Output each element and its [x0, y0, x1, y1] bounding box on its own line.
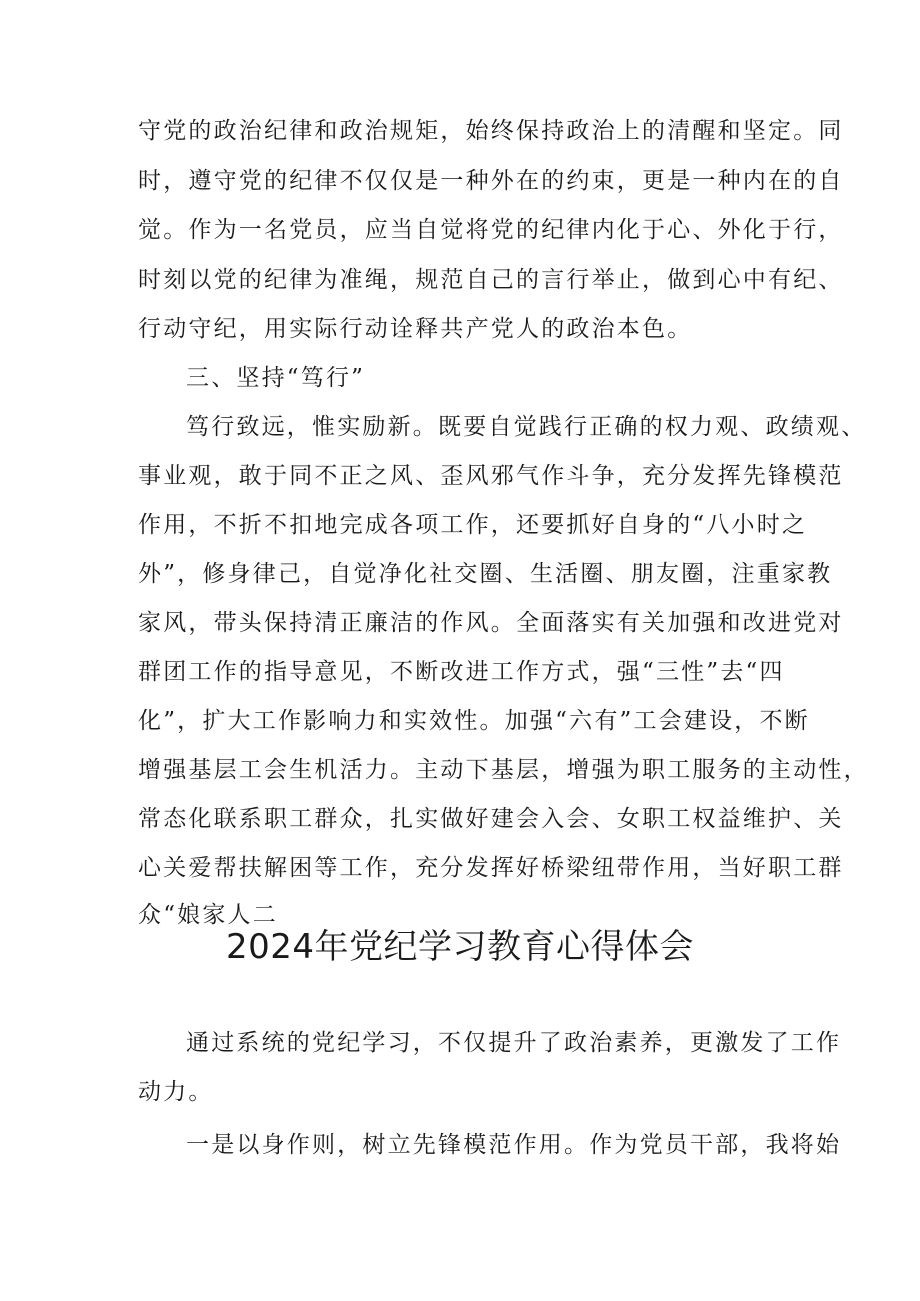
paragraph-line: 增强基层工会生机活力。主动下基层，增强为职工服务的主动性， [138, 757, 869, 783]
paragraph-line: 众“娘家人二 [138, 902, 278, 928]
paragraph-line: 守党的政治纪律和政治规矩，始终保持政治上的清醒和坚定。同 [138, 118, 844, 144]
paragraph-line: 化”，扩大工作影响力和实效性。加强“六有”工会建设，不断 [138, 708, 810, 734]
section-heading: 三、坚持“笃行” [186, 365, 366, 391]
paragraph-line: 事业观，敢于同不正之风、歪风邪气作斗争，充分发挥先锋模范 [138, 463, 844, 489]
paragraph-line: 动力。 [138, 1079, 214, 1105]
paragraph-line: 笃行致远，惟实励新。既要自觉践行正确的权力观、政绩观、 [186, 414, 867, 440]
paragraph-line: 时，遵守党的纪律不仅仅是一种外在的约束，更是一种内在的自 [138, 168, 844, 194]
paragraph-line: 时刻以党的纪律为准绳，规范自己的言行举止，做到心中有纪、 [138, 267, 844, 293]
paragraph-line: 行动守纪，用实际行动诠释共产党人的政治本色。 [138, 316, 693, 342]
paragraph-line: 通过系统的党纪学习，不仅提升了政治素养，更激发了工作 [186, 1030, 842, 1056]
paragraph-line: 家风，带头保持清正廉洁的作风。全面落实有关加强和改进党对 [138, 610, 844, 636]
paragraph-line: 作用，不折不扣地完成各项工作，还要抓好自身的“八小时之 [138, 512, 808, 538]
paragraph-line: 觉。作为一名党员，应当自觉将党的纪律内化于心、外化于行， [138, 217, 844, 243]
document-title: 2024年党纪学习教育心得体会 [225, 927, 695, 967]
paragraph-line: 常态化联系职工群众，扎实做好建会入会、女职工权益维护、关 [138, 806, 844, 832]
paragraph-line: 外”，修身律己，自觉净化社交圈、生活圈、朋友圈，注重家教 [138, 561, 833, 587]
paragraph-line: 心关爱帮扶解困等工作，充分发挥好桥梁纽带作用，当好职工群 [138, 855, 844, 881]
paragraph-line: 群团工作的指导意见，不断改进工作方式，强“三性”去“四 [138, 659, 785, 685]
paragraph-line: 一是以身作则，树立先锋模范作用。作为党员干部，我将始 [186, 1132, 842, 1158]
